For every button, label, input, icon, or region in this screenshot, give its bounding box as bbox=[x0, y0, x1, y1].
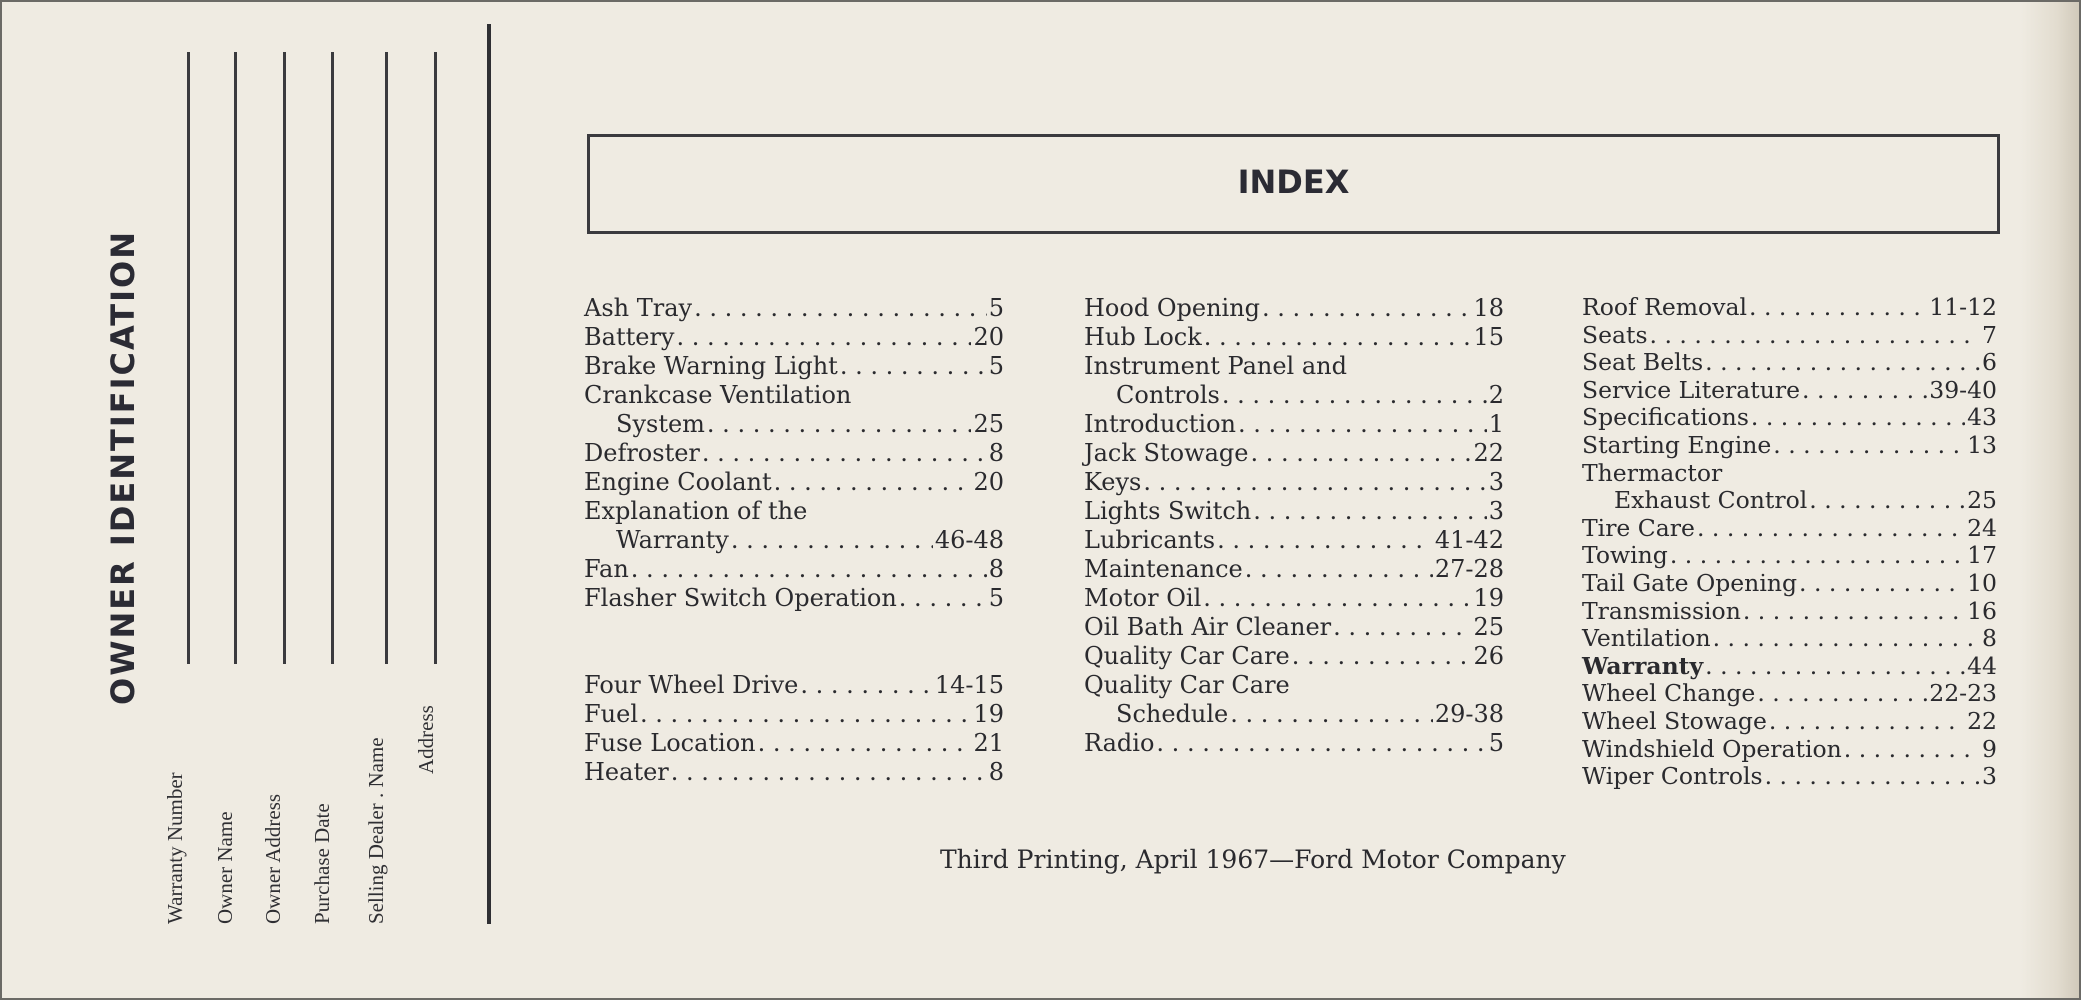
index-entry bbox=[584, 700, 1004, 729]
dot-leader bbox=[694, 294, 987, 323]
entry-label: Explanation of the bbox=[584, 497, 808, 525]
entry-label: Hood Opening bbox=[1084, 294, 1261, 322]
index-entry bbox=[1582, 294, 1997, 322]
entry-page: 22-23 bbox=[1929, 679, 1997, 708]
dot-leader bbox=[1230, 700, 1433, 729]
entry-page: 20 bbox=[973, 323, 1004, 351]
dot-leader bbox=[707, 410, 972, 439]
index-entry bbox=[1582, 404, 1997, 432]
entry-label: Exhaust Control bbox=[1614, 486, 1808, 515]
index-entry bbox=[1582, 570, 1997, 598]
dot-leader bbox=[1143, 468, 1486, 497]
index-entry bbox=[584, 352, 1004, 381]
index-entry bbox=[1582, 515, 1997, 543]
entry-page: 2 bbox=[1488, 381, 1504, 409]
index-entry bbox=[1084, 671, 1504, 700]
entry-page: 46-48 bbox=[934, 526, 1004, 554]
entry-page: 26 bbox=[1473, 642, 1504, 670]
printing-footer: Third Printing, April 1967—Ford Motor Company bbox=[940, 845, 1566, 874]
entry-label: Lights Switch bbox=[1084, 497, 1252, 525]
entry-page: 15 bbox=[1473, 323, 1504, 351]
dot-leader bbox=[631, 555, 987, 584]
entry-label: Wiper Controls bbox=[1582, 762, 1763, 791]
index-entry bbox=[1582, 377, 1997, 405]
index-entry bbox=[1084, 584, 1504, 613]
index-entry bbox=[584, 381, 1004, 410]
entry-page: 5 bbox=[988, 584, 1004, 612]
entry-label: Tire Care bbox=[1582, 513, 1695, 542]
index-entry bbox=[1582, 598, 1997, 626]
index-entry bbox=[584, 294, 1004, 323]
index-entry bbox=[584, 555, 1004, 584]
owner-name-line bbox=[234, 52, 237, 664]
dot-leader bbox=[1769, 708, 1965, 736]
dot-leader bbox=[1292, 642, 1472, 671]
index-entry bbox=[1084, 352, 1504, 381]
dot-leader bbox=[640, 700, 971, 729]
entry-label: Jack Stowage bbox=[1084, 439, 1249, 467]
dot-leader bbox=[1217, 526, 1433, 555]
dot-leader bbox=[702, 439, 987, 468]
index-entry bbox=[584, 439, 1004, 468]
entry-page: 19 bbox=[973, 700, 1004, 728]
entry-page: 10 bbox=[1967, 568, 1997, 597]
warranty-number-line bbox=[187, 52, 190, 664]
entry-label: Crankcase Ventilation bbox=[584, 381, 852, 409]
dot-leader bbox=[1697, 515, 1965, 543]
entry-label: Introduction bbox=[1084, 410, 1236, 438]
page-edge-shadow bbox=[2021, 0, 2081, 1000]
index-entry bbox=[1582, 680, 1997, 708]
entry-page: 21 bbox=[973, 729, 1004, 757]
panel-divider-rule bbox=[487, 24, 491, 924]
entry-label: Service Literature bbox=[1582, 375, 1801, 404]
entry-page: 5 bbox=[1488, 729, 1504, 757]
entry-page: 39-40 bbox=[1929, 375, 1997, 404]
dot-leader bbox=[840, 352, 987, 381]
entry-label: Ventilation bbox=[1582, 624, 1711, 653]
index-entry bbox=[584, 497, 1004, 526]
entry-label: Towing bbox=[1582, 541, 1668, 570]
index-entry bbox=[584, 729, 1004, 758]
dot-leader bbox=[1204, 323, 1472, 352]
entry-page: 29-38 bbox=[1434, 700, 1504, 728]
entry-page: 5 bbox=[988, 352, 1004, 380]
entry-label: Warranty bbox=[616, 526, 729, 554]
entry-label: Fuse Location bbox=[584, 729, 756, 757]
dot-leader bbox=[1765, 763, 1980, 791]
entry-page: 22 bbox=[1473, 439, 1504, 467]
entry-page: 3 bbox=[1488, 468, 1504, 496]
index-entry bbox=[1582, 763, 1997, 791]
dot-leader bbox=[800, 671, 932, 700]
entry-label: Quality Car Care bbox=[1084, 671, 1290, 699]
index-entry bbox=[1084, 439, 1504, 468]
entry-label: Maintenance bbox=[1084, 555, 1243, 583]
index-entry bbox=[1582, 322, 1997, 350]
entry-page: 19 bbox=[1473, 584, 1504, 612]
entry-page: 8 bbox=[988, 758, 1004, 786]
index-entry bbox=[1582, 487, 1997, 515]
dot-leader bbox=[1670, 542, 1965, 570]
selling-dealer-name-label: Selling Dealer . Name bbox=[364, 737, 388, 924]
dot-leader bbox=[1262, 294, 1471, 323]
entry-label: Windshield Operation bbox=[1582, 734, 1842, 763]
entry-label: Oil Bath Air Cleaner bbox=[1084, 613, 1332, 641]
dot-leader bbox=[1751, 404, 1965, 432]
dot-leader bbox=[1705, 349, 1980, 377]
dot-leader bbox=[1773, 432, 1965, 460]
owner-name-label: Owner Name bbox=[213, 811, 237, 924]
index-entry bbox=[1084, 526, 1504, 555]
index-entry bbox=[1582, 460, 1997, 488]
dot-leader bbox=[1333, 613, 1471, 642]
entry-page: 43 bbox=[1967, 403, 1997, 432]
index-column-2 bbox=[1084, 294, 1504, 758]
index-entry bbox=[584, 323, 1004, 352]
entry-label: Thermactor bbox=[1582, 458, 1723, 487]
entry-page: 8 bbox=[988, 555, 1004, 583]
dealer-address-line bbox=[434, 52, 437, 664]
index-column-1 bbox=[584, 294, 1004, 787]
dot-leader bbox=[1156, 729, 1486, 758]
entry-label: Controls bbox=[1116, 381, 1220, 409]
dot-leader bbox=[1799, 570, 1965, 598]
entry-page: 3 bbox=[1488, 497, 1504, 525]
index-entry bbox=[1582, 432, 1997, 460]
entry-label: Four Wheel Drive bbox=[584, 671, 799, 699]
dot-leader bbox=[1705, 653, 1965, 681]
entry-page: 8 bbox=[988, 439, 1004, 467]
entry-page: 44 bbox=[1967, 651, 1997, 680]
entry-page: 8 bbox=[1982, 624, 1997, 653]
entry-label: Fuel bbox=[584, 700, 638, 728]
entry-page: 7 bbox=[1982, 320, 1997, 349]
entry-label: Specifications bbox=[1582, 403, 1749, 432]
index-entry bbox=[1084, 613, 1504, 642]
entry-label: Schedule bbox=[1116, 700, 1229, 728]
dot-leader bbox=[1251, 439, 1472, 468]
dot-leader bbox=[774, 468, 972, 497]
entry-page: 5 bbox=[988, 294, 1004, 322]
dot-leader bbox=[1757, 680, 1927, 708]
entry-label: Seats bbox=[1582, 320, 1648, 349]
dot-leader bbox=[1749, 294, 1927, 322]
index-entry bbox=[1582, 349, 1997, 377]
entry-page: 3 bbox=[1982, 762, 1997, 791]
index-entry bbox=[584, 584, 1004, 613]
entry-page: 41-42 bbox=[1434, 526, 1504, 554]
entry-label: Quality Car Care bbox=[1084, 642, 1290, 670]
entry-label: Hub Lock bbox=[1084, 323, 1202, 351]
index-entry bbox=[584, 758, 1004, 787]
entry-page: 14-15 bbox=[934, 671, 1004, 699]
entry-page: 1 bbox=[1488, 410, 1504, 438]
entry-page: 24 bbox=[1967, 513, 1997, 542]
index-entry bbox=[1582, 736, 1997, 764]
index-entry bbox=[1084, 381, 1504, 410]
entry-page: 25 bbox=[1473, 613, 1504, 641]
entry-label: Battery bbox=[584, 323, 675, 351]
warranty-number-label: Warranty Number bbox=[163, 772, 187, 924]
dot-leader bbox=[758, 729, 972, 758]
index-entry bbox=[584, 526, 1004, 555]
index-entry bbox=[1084, 700, 1504, 729]
index-entry bbox=[1084, 555, 1504, 584]
entry-label: Starting Engine bbox=[1582, 430, 1772, 459]
dot-leader bbox=[1802, 377, 1927, 405]
entry-label: Seat Belts bbox=[1582, 348, 1704, 377]
entry-label: Keys bbox=[1084, 468, 1142, 496]
entry-label: Ash Tray bbox=[584, 294, 693, 322]
index-entry bbox=[1582, 542, 1997, 570]
dot-leader bbox=[1238, 410, 1487, 439]
index-heading-box bbox=[587, 134, 2000, 234]
entry-label: Tail Gate Opening bbox=[1582, 568, 1798, 597]
entry-label: System bbox=[616, 410, 705, 438]
entry-page: 13 bbox=[1967, 430, 1997, 459]
owner-address-line bbox=[283, 52, 286, 664]
entry-label: Wheel Stowage bbox=[1582, 706, 1767, 735]
index-entry bbox=[584, 671, 1004, 700]
dot-leader bbox=[671, 758, 987, 787]
purchase-date-label: Purchase Date bbox=[310, 803, 334, 924]
dot-leader bbox=[1743, 598, 1965, 626]
dot-leader bbox=[1713, 625, 1980, 653]
entry-label: Defroster bbox=[584, 439, 700, 467]
index-entry bbox=[1084, 729, 1504, 758]
dot-leader bbox=[899, 584, 987, 613]
entry-label: Lubricants bbox=[1084, 526, 1216, 554]
index-entry bbox=[1084, 323, 1504, 352]
selling-dealer-name-line bbox=[385, 52, 388, 664]
dot-leader bbox=[1203, 584, 1471, 613]
index-title: INDEX bbox=[1237, 163, 1350, 201]
owner-address-label: Owner Address bbox=[261, 793, 285, 924]
entry-label: Transmission bbox=[1582, 596, 1741, 625]
entry-page: 17 bbox=[1967, 541, 1997, 570]
entry-label: Radio bbox=[1084, 729, 1155, 757]
entry-label: Motor Oil bbox=[1084, 584, 1202, 612]
index-entry bbox=[1084, 294, 1504, 323]
entry-page: 25 bbox=[1967, 486, 1997, 515]
entry-label: Instrument Panel and bbox=[1084, 352, 1347, 380]
entry-label: Heater bbox=[584, 758, 669, 786]
entry-page: 25 bbox=[973, 410, 1004, 438]
index-entry bbox=[1084, 642, 1504, 671]
entry-page: 27-28 bbox=[1434, 555, 1504, 583]
dot-leader bbox=[1222, 381, 1487, 410]
entry-page: 6 bbox=[1982, 348, 1997, 377]
entry-label: Roof Removal bbox=[1582, 293, 1747, 321]
dot-leader bbox=[1245, 555, 1433, 584]
entry-label: Fan bbox=[584, 555, 629, 583]
entry-page: 20 bbox=[973, 468, 1004, 496]
index-entry bbox=[1084, 468, 1504, 497]
entry-label: Wheel Change bbox=[1582, 679, 1756, 708]
entry-label: Flasher Switch Operation bbox=[584, 584, 897, 612]
dot-leader bbox=[676, 323, 971, 352]
index-entry bbox=[1582, 625, 1997, 653]
entry-page: 16 bbox=[1967, 596, 1997, 625]
entry-label: Warranty bbox=[1582, 651, 1704, 680]
entry-page: 11-12 bbox=[1929, 293, 1997, 321]
entry-label: Engine Coolant bbox=[584, 468, 772, 496]
dot-leader bbox=[1844, 736, 1980, 764]
dot-leader bbox=[1650, 322, 1981, 350]
index-entry bbox=[584, 410, 1004, 439]
entry-page: 18 bbox=[1473, 294, 1504, 322]
dot-leader bbox=[731, 526, 933, 555]
index-entry bbox=[584, 468, 1004, 497]
index-entry bbox=[1582, 653, 1997, 681]
index-entry bbox=[1084, 410, 1504, 439]
dealer-address-label: Address bbox=[414, 705, 438, 774]
owner-identification-title: OWNER IDENTIFICATION bbox=[104, 229, 142, 705]
index-entry bbox=[1084, 497, 1504, 526]
dot-leader bbox=[1809, 487, 1965, 515]
entry-page: 22 bbox=[1967, 706, 1997, 735]
index-column-3 bbox=[1582, 294, 1997, 791]
purchase-date-line bbox=[331, 52, 334, 664]
dot-leader bbox=[1253, 497, 1486, 526]
index-entry bbox=[1582, 708, 1997, 736]
entry-label: Brake Warning Light bbox=[584, 352, 838, 380]
entry-page: 9 bbox=[1982, 734, 1997, 763]
